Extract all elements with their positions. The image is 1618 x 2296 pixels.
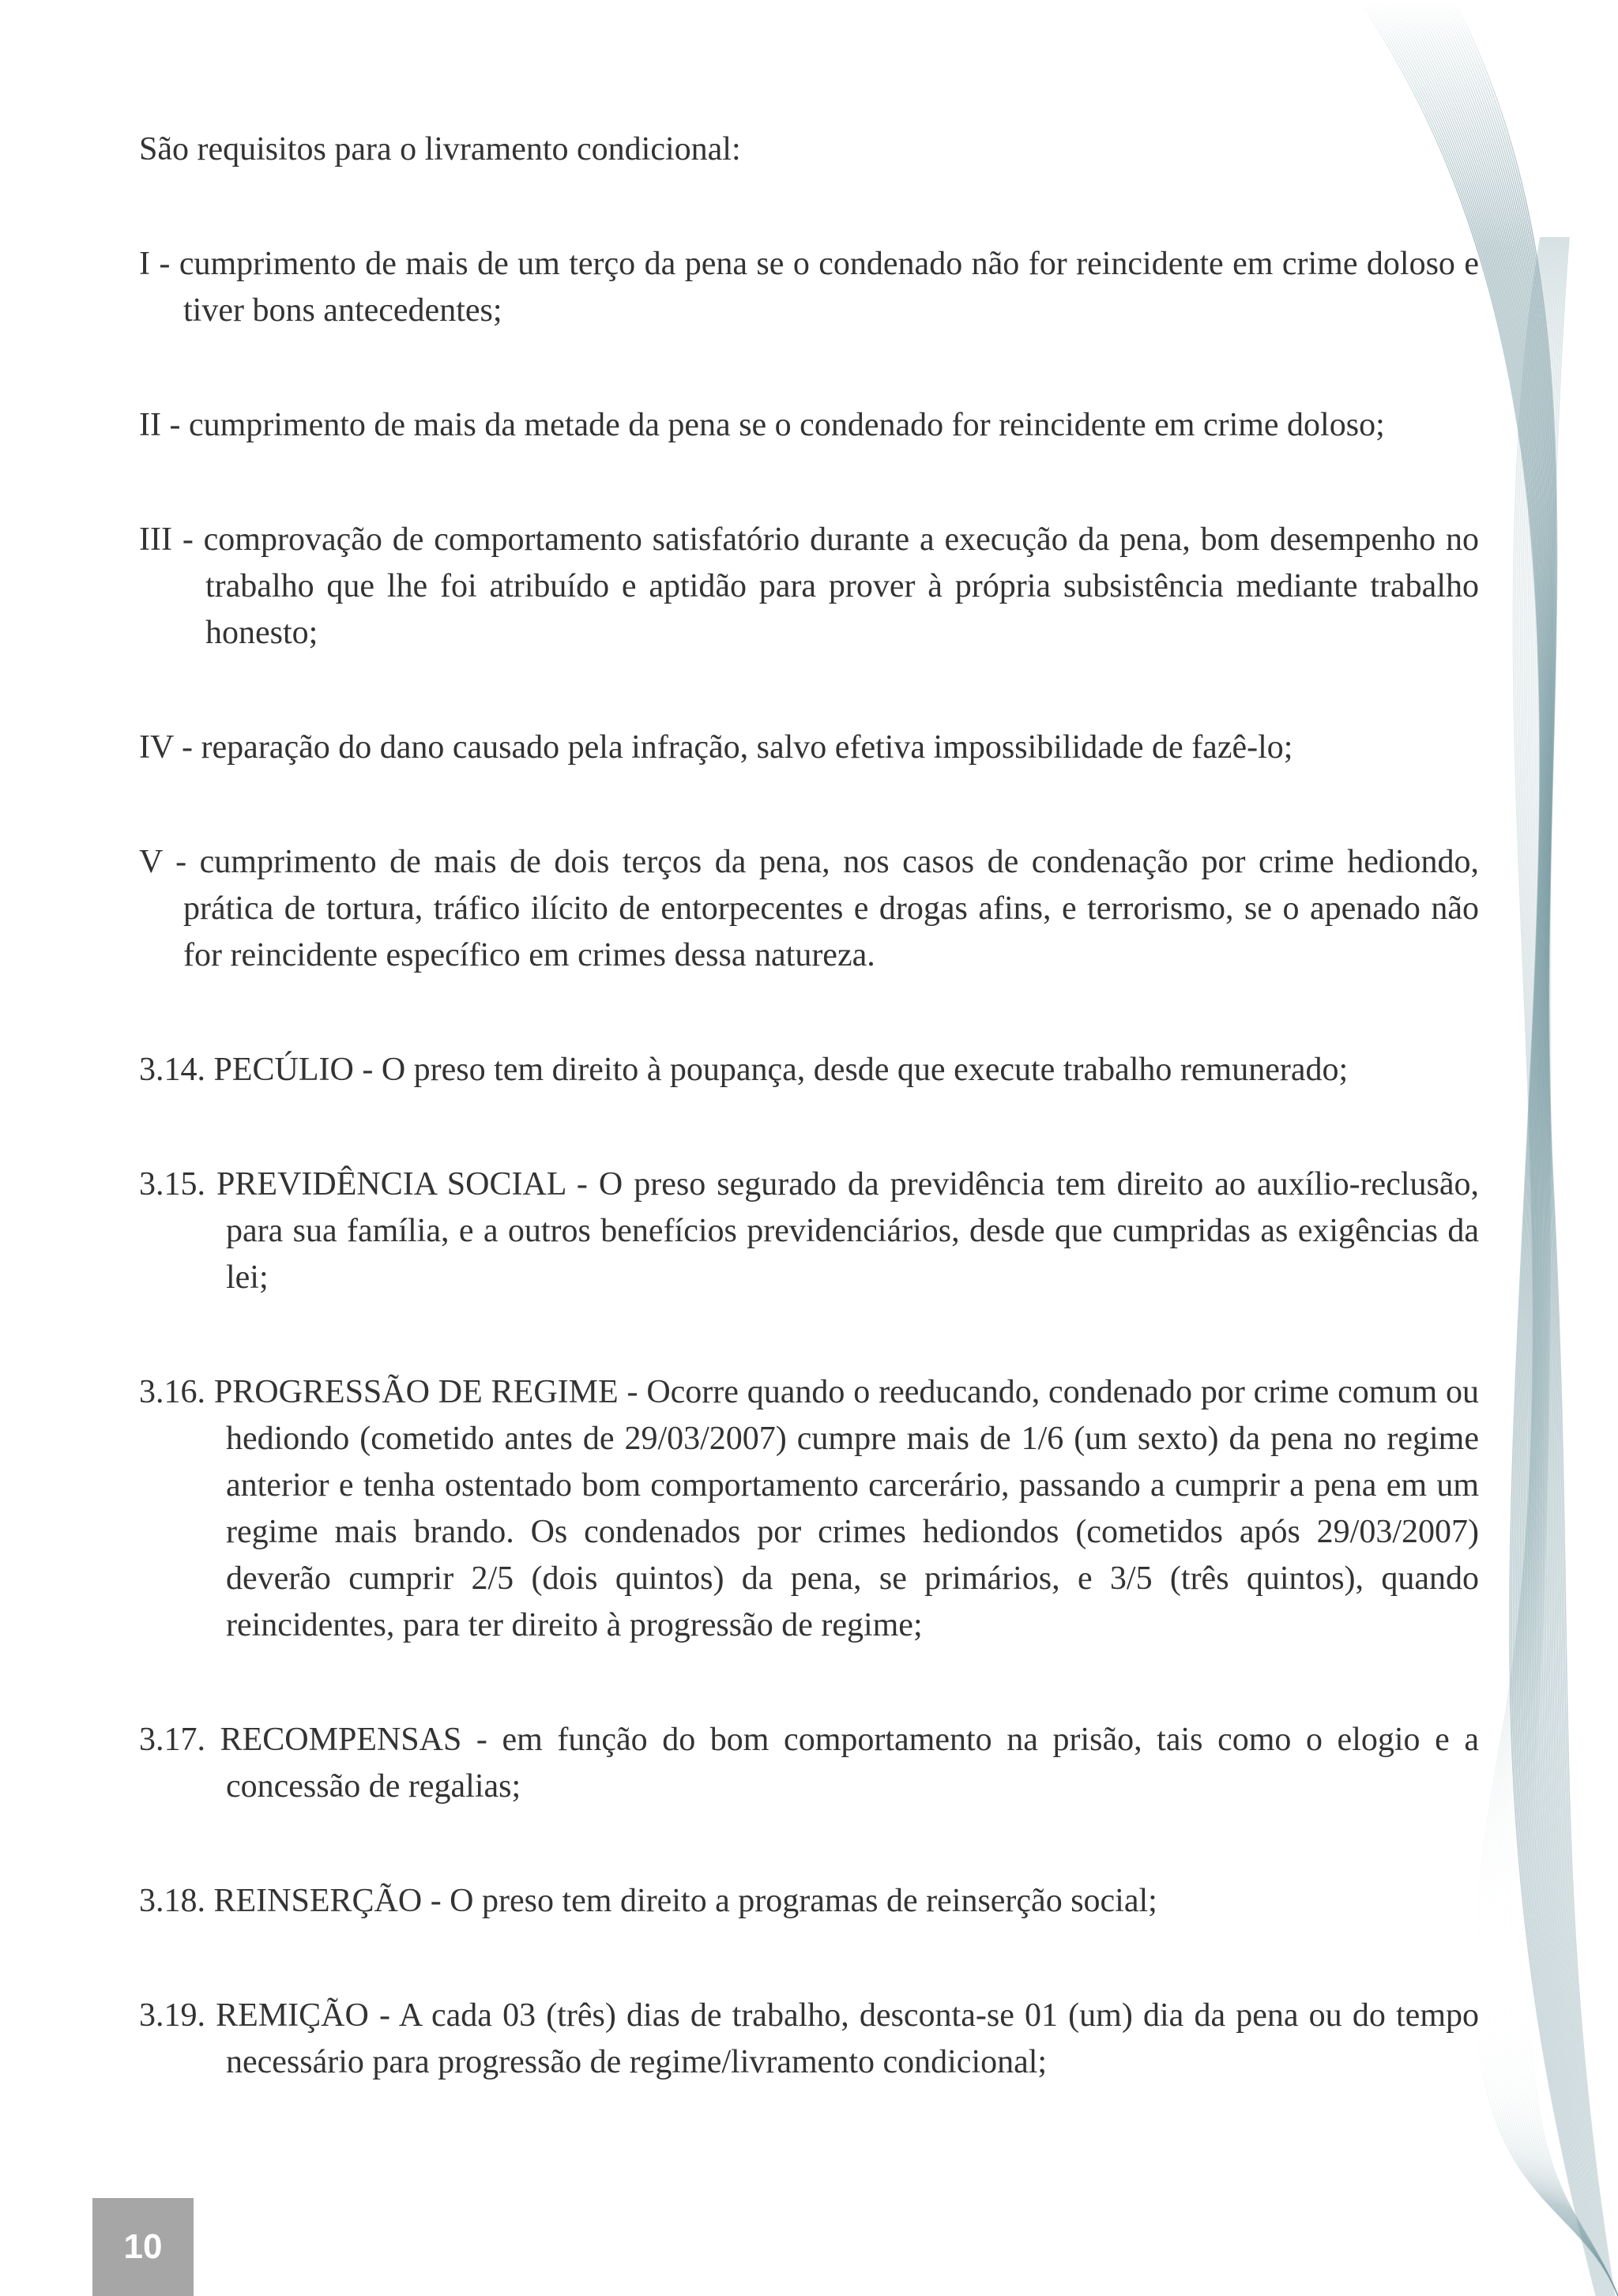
section-3-17: 3.17. RECOMPENSAS - em função do bom comportamento na prisão, tais como o elogio e a concessão de regalias; [139,1722,1479,1805]
section-3-16: 3.16. PROGRESSÃO DE REGIME - Ocorre quando o reeducando, condenado por crime comum ou hediondo (cometido antes de 29/03/2007) cumpre mais de 1/6 (um sexto) da pena no regime anterior e tenha ostentado bom comportamento carcerário, passando a cumprir a pena em um regime mais brando. Os condenados por crimes hediondos (cometidos após 29/03/2007) deverão cumprir 2/5 (dois quintos) da pena, se primários, e 3/5 (três quintos), quando reincidentes, para ter direito à progressão de regime; [139,1374,1479,1643]
intro-paragraph: São requisitos para o livramento condicional: [139,131,741,167]
requirement-item-ii: II - cumprimento de mais da metade da pena se o condenado for reincidente em crime doloso; [139,407,1385,443]
requirement-item-v: V - cumprimento de mais de dois terços da pena, nos casos de condenação por crime hediondo, prática de tortura, tráfico ilícito de entorpecentes e drogas afins, e terrorismo, se o apenado não for reincidente específico em crimes dessa natureza. [139,844,1479,973]
document-body [139,126,1479,2154]
section-3-19: 3.19. REMIÇÃO - A cada 03 (três) dias de trabalho, desconta-se 01 (um) dia da pena ou do tempo necessário para progressão de regime/livramento condicional; [139,1997,1479,2080]
section-3-18: 3.18. REINSERÇÃO - O preso tem direito a programas de reinserção social; [139,1883,1157,1919]
requirement-item-iv: IV - reparação do dano causado pela infração, salvo efetiva impossibilidade de fazê-lo; [139,729,1293,766]
section-3-14: 3.14. PECÚLIO - O preso tem direito à poupança, desde que execute trabalho remunerado; [139,1052,1349,1088]
section-3-15: 3.15. PREVIDÊNCIA SOCIAL - O preso segurado da previdência tem direito ao auxílio-reclusão, para sua família, e a outros benefícios previdenciários, desde que cumpridas as exigências da lei; [139,1166,1479,1296]
requirement-item-i: I - cumprimento de mais de um terço da pena se o condenado não for reincidente em crime doloso e tiver bons antecedentes; [139,246,1479,329]
requirement-item-iii: III - comprovação de comportamento satisfatório durante a execução da pena, bom desempenho no trabalho que lhe foi atribuído e aptidão para prover à própria subsistência mediante trabalho honesto; [139,521,1479,651]
page-number-badge: 10 [92,2198,194,2296]
